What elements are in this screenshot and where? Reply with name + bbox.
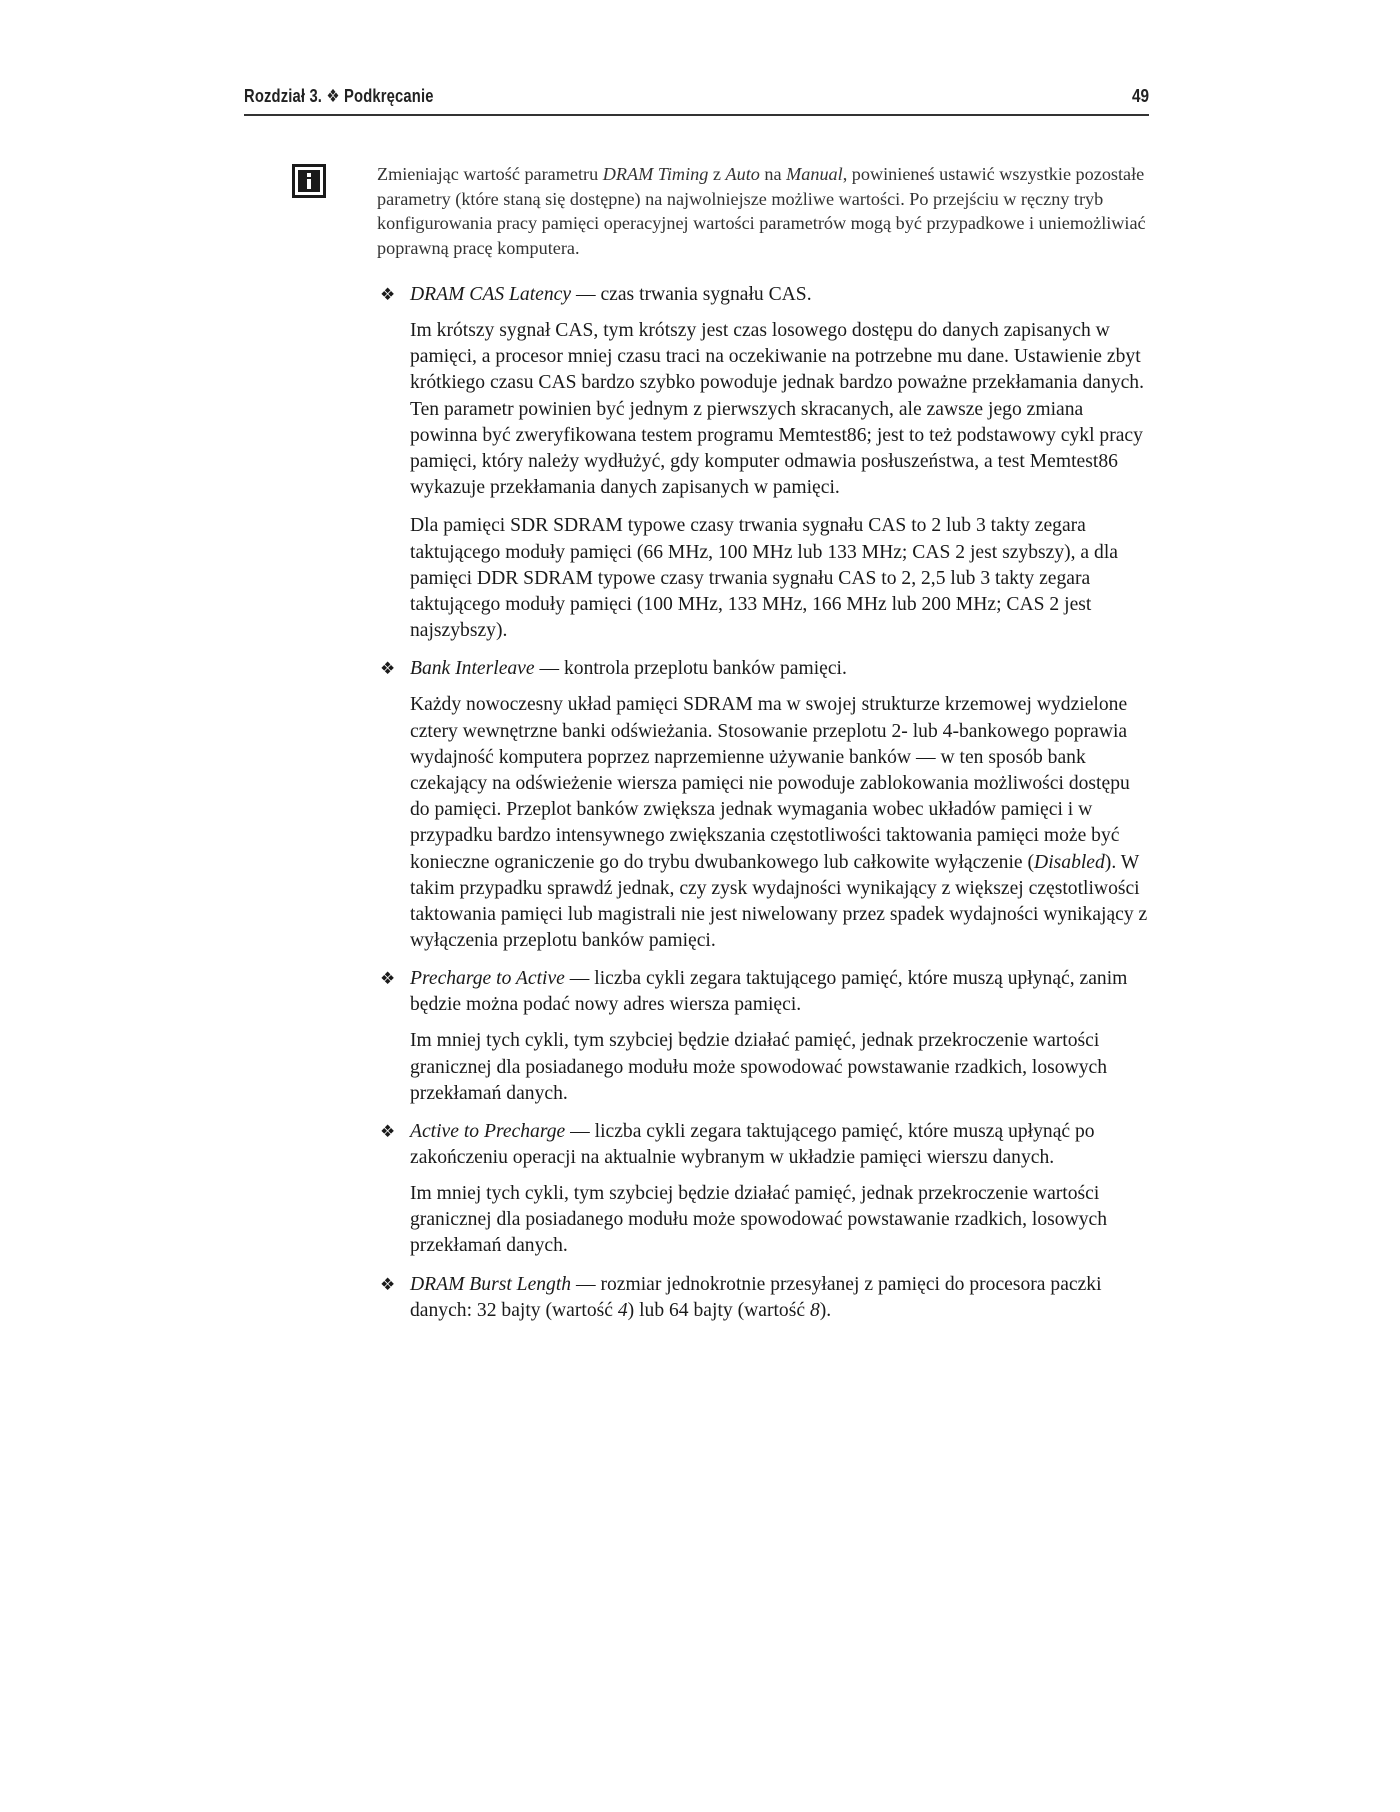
item-desc: — czas trwania sygnału CAS. bbox=[571, 284, 812, 305]
page-number: 49 bbox=[1131, 86, 1149, 106]
item-desc: ). bbox=[819, 1299, 832, 1321]
list-item bbox=[380, 282, 1152, 308]
list-item bbox=[380, 1119, 1152, 1171]
diamond-bullet-icon: ❖ bbox=[380, 659, 396, 679]
item-term: Precharge to Active bbox=[410, 968, 565, 990]
item-desc: — kontrola przeplotu banków pamięci. bbox=[534, 658, 847, 680]
item-term: DRAM Burst Length bbox=[410, 1273, 572, 1295]
note-em: Manual bbox=[786, 164, 843, 184]
item-heading bbox=[410, 1119, 1152, 1171]
paragraph-text: ). W takim przypadku sprawdź jednak, czy zysk wydajności wynikający z większej częstotliwości taktowania pamięci lub magistrali nie jest niwelowany przez spadek wydajności wynikający z wyłączenia przeplotu banków pamięci. bbox=[410, 851, 1148, 952]
paragraph bbox=[380, 692, 1152, 954]
list-item bbox=[380, 656, 1152, 682]
item-desc: — liczba cykli zegara taktującego pamięć, które muszą upłynąć, zanim będzie można podać nowy adres wiersza pamięci. bbox=[410, 968, 1128, 1016]
item-heading bbox=[410, 656, 1152, 682]
note-text: z bbox=[708, 164, 726, 184]
item-heading bbox=[410, 966, 1152, 1018]
paragraph: Im krótszy sygnał CAS, tym krótszy jest czas losowego dostępu do danych zapisanych w pamięci, a procesor mniej czasu traci na oczekiwanie na potrzebne mu dane. Ustawienie zbyt krótkiego czasu CAS bardzo szybko powoduje jednak bardzo poważne przekłamania danych. Ten parametr powinien być jednym z pierwszych skracanych, ale zawsze jego zmiana powinna być zweryfikowana testem programu Memtest86; jest to też podstawowy cykl pracy pamięci, który należy wydłużyć, gdy komputer odmawia posłuszeństwa, a test Memtest86 wykazuje przekłamania danych zapisanych w pamięci. bbox=[410, 320, 1144, 499]
item-term: Bank Interleave bbox=[410, 658, 535, 680]
info-icon bbox=[292, 164, 326, 198]
item-em: 4 bbox=[617, 1299, 628, 1321]
item-desc: ) lub 64 bajty (wartość bbox=[627, 1299, 810, 1321]
diamond-bullet-icon: ❖ bbox=[380, 1274, 396, 1294]
diamond-bullet-icon: ❖ bbox=[380, 285, 396, 304]
note-text: , powinieneś ustawić wszystkie pozostałe parametry (które staną się dostępne) na najwolniejsze możliwe wartości. Po przejściu w ręczny tryb konfigurowania pracy pamięci operacyjnej wartości parametrów mogą być przypadkowe i uniemożliwiać poprawną pracę komputera. bbox=[377, 164, 1146, 258]
item-term: Active to Precharge bbox=[410, 1121, 566, 1143]
list-item bbox=[380, 966, 1152, 1018]
chapter-title: Rozdział 3. ❖ Podkręcanie bbox=[244, 86, 434, 106]
body-content bbox=[380, 282, 1152, 1334]
running-header bbox=[244, 84, 1149, 116]
list-item bbox=[380, 1272, 1152, 1324]
diamond-bullet-icon: ❖ bbox=[380, 969, 396, 989]
diamond-bullet-icon: ❖ bbox=[380, 1122, 396, 1142]
item-heading bbox=[410, 282, 1152, 308]
info-note bbox=[377, 162, 1149, 260]
item-em: 8 bbox=[809, 1299, 820, 1321]
paragraph: Im mniej tych cykli, tym szybciej będzie działać pamięć, jednak przekroczenie wartości granicznej dla posiadanego modułu może spowodować powstawanie rzadkich, losowych przekłamań danych. bbox=[410, 1030, 1108, 1104]
note-text: na bbox=[759, 164, 787, 184]
paragraph: Dla pamięci SDR SDRAM typowe czasy trwania sygnału CAS to 2 lub 3 takty zegara taktującego moduły pamięci (66 MHz, 100 MHz lub 133 MHz; CAS 2 jest szybszy), a dla pamięci DDR SDRAM typowe czasy trwania sygnału CAS to 2, 2,5 lub 3 takty zegara taktującego moduły pamięci (100 MHz, 133 MHz, 166 MHz lub 200 MHz; CAS 2 jest najszybszy). bbox=[410, 515, 1118, 642]
item-heading bbox=[410, 1272, 1152, 1324]
item-desc: — rozmiar jednokrotnie przesyłanej z pamięci do procesora paczki danych: 32 bajty (wartość bbox=[410, 1273, 1102, 1321]
paragraph-text: Każdy nowoczesny układ pamięci SDRAM ma w swojej strukturze krzemowej wydzielone cztery wewnętrzne banki odświeżania. Stosowanie przeplotu 2- lub 4-bankowego poprawia wydajność komputera poprzez naprzemienne używanie banków — w ten sposób bank czekający na odświeżenie wiersza pamięci nie powoduje zablokowania możliwości dostępu do pamięci. Przeplot banków zwiększa jednak wymagania wobec układów pamięci i w przypadku bardzo intensywnego zwiększania częstotliwości taktowania pamięci może być konieczne ograniczenie go do trybu dwubankowego lub całkowite wyłączenie ( bbox=[410, 694, 1130, 873]
note-em: DRAM Timing bbox=[602, 164, 709, 184]
item-desc: — liczba cykli zegara taktującego pamięć, które muszą upłynąć po zakończeniu operacji na aktualnie wybranym w układzie pamięci wierszu danych. bbox=[410, 1121, 1095, 1169]
note-text: Zmieniając wartość parametru bbox=[377, 164, 603, 184]
paragraph: Im mniej tych cykli, tym szybciej będzie działać pamięć, jednak przekroczenie wartości granicznej dla posiadanego modułu może spowodować powstawanie rzadkich, losowych przekłamań danych. bbox=[410, 1183, 1108, 1257]
paragraph-em: Disabled bbox=[1034, 851, 1105, 873]
note-em: Auto bbox=[725, 164, 760, 184]
item-term: DRAM CAS Latency bbox=[410, 284, 572, 305]
